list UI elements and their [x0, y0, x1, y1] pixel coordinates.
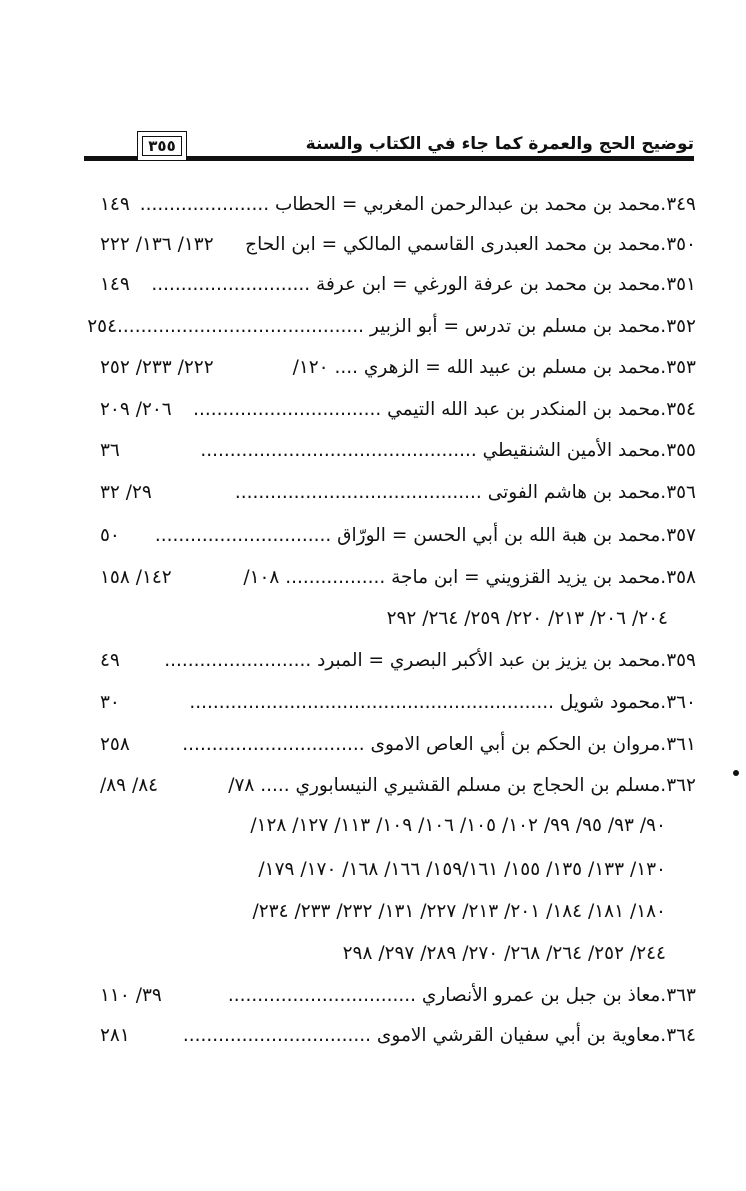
- entry-name: ٣٥٢.محمد بن مسلم بن تدرس = أبو الزبير ..........................................: [117, 315, 696, 337]
- index-entry: [100, 189, 696, 219]
- index-entry: [100, 229, 696, 259]
- entry-pages-continued: [100, 896, 666, 926]
- entry-pages: ٢٨١: [100, 1024, 130, 1046]
- entry-pages: ١٤٩: [100, 193, 130, 215]
- entry-pages: ٤٩: [100, 649, 120, 671]
- entry-pages: ١٤٩: [100, 273, 130, 295]
- entry-name: ٣٥٣.محمد بن مسلم بن عبيد الله = الزهري .... ١٢٠/: [292, 356, 696, 378]
- entry-pages-continued-text: ١٣٠/ ١٣٣/ ١٣٥/ ١٥٥/ ١٥٩/١٦١/ ١٦٦/ ١٦٨/ ١٧٠/ ١٧٩/: [258, 858, 666, 880]
- entry-name: ٣٥١.محمد بن محمد بن عرفة الورغي = ابن عرفة ...........................: [151, 273, 696, 295]
- index-entry: [100, 520, 696, 550]
- entry-name: ٣٥٨.محمد بن يزيد القزويني = ابن ماجة ................. ١٠٨/: [243, 566, 696, 588]
- entry-name: ٣٤٩.محمد بن محمد بن عبدالرحمن المغربي = الحطاب ......................: [139, 193, 696, 215]
- index-entry: [100, 980, 696, 1010]
- entry-pages: ٣٩/ ١١٠: [100, 984, 162, 1006]
- entry-pages: ٥٠: [100, 524, 120, 546]
- entry-pages: ٢٠٦/ ٢٠٩: [100, 398, 172, 420]
- index-entry: [100, 562, 696, 592]
- entry-name: ٣٥٦.محمد بن هاشم الفوتى ..........................................: [234, 481, 696, 503]
- index-entry: [100, 770, 696, 800]
- entry-pages: ٣٠: [100, 691, 120, 713]
- index-entry: [100, 1020, 696, 1050]
- index-entry: [100, 269, 696, 299]
- entry-pages: ٢٥٨: [100, 733, 130, 755]
- index-entry: [100, 352, 696, 382]
- entry-pages-continued: [100, 810, 666, 840]
- entry-pages-continued-text: ٢٤٤/ ٢٥٢/ ٢٦٤/ ٢٦٨/ ٢٧٠/ ٢٨٩/ ٢٩٧/ ٢٩٨: [342, 942, 666, 964]
- entry-pages-continued-text: ٩٠/ ٩٣/ ٩٥/ ٩٩/ ١٠٢/ ١٠٥/ ١٠٦/ ١٠٩/ ١١٣/ ١٢٧/ ١٢٨/: [250, 814, 666, 836]
- entry-pages-continued: [96, 603, 668, 633]
- entry-pages: ٨٤/ ٨٩/: [100, 774, 159, 796]
- entry-name: ٣٥٥.محمد الأمين الشنقيطي ...............................................: [200, 439, 696, 461]
- running-header-title: توضيح الحج والعمرة كما جاء في الكتاب والسنة: [305, 134, 694, 154]
- entry-pages: ٢٩/ ٣٢: [100, 481, 152, 503]
- entry-name: ٣٥٤.محمد بن المنكدر بن عبد الله التيمي ................................: [193, 398, 696, 420]
- entry-name: ٣٦٣.معاذ بن جبل بن عمرو الأنصاري ................................: [227, 984, 696, 1006]
- entry-name: ٣٦٠.محمود شويل ..............................................................: [189, 691, 696, 713]
- entry-name: ٣٥٧.محمد بن هبة الله بن أبي الحسن = الورّاق ..............................: [154, 524, 696, 546]
- entry-pages-continued-text: ١٨٠/ ١٨١/ ١٨٤/ ٢٠١/ ٢١٣/ ٢٢٧/ ١٣١/ ٢٣٢/ ٢٣٣/ ٢٣٤/: [252, 900, 666, 922]
- index-entry: [100, 477, 696, 507]
- entry-name: ٣٥٠.محمد بن محمد العبدرى القاسمي المالكي = ابن الحاج: [245, 233, 696, 255]
- index-entry: [87, 311, 696, 341]
- entry-pages: ٢٢٢/ ٢٣٣/ ٢٥٢: [100, 356, 214, 378]
- entry-pages-continued: [100, 854, 666, 884]
- index-entry: [100, 645, 696, 675]
- index-entry: [100, 394, 696, 424]
- entry-pages: ١٣٢/ ١٣٦/ ٢٢٢: [100, 233, 214, 255]
- entry-name: ٣٦٤.معاوية بن أبي سفيان القرشي الاموى ................................: [182, 1024, 696, 1046]
- entry-pages: ٣٦: [100, 439, 120, 461]
- margin-dot: [733, 770, 739, 776]
- entry-pages-continued: [100, 938, 666, 968]
- index-entry: [100, 687, 696, 717]
- entry-name: ٣٦١.مروان بن الحكم بن أبي العاص الاموى ...............................: [182, 733, 696, 755]
- entry-pages: ١٤٢/ ١٥٨: [100, 566, 172, 588]
- entry-pages-continued-text: ٢٠٤/ ٢٠٦/ ٢١٣/ ٢٢٠/ ٢٥٩/ ٢٦٤/ ٢٩٢: [386, 607, 668, 629]
- page-number: ٣٥٥: [142, 136, 182, 156]
- entry-pages: ٢٥٤: [87, 315, 118, 337]
- index-entry: [100, 435, 696, 465]
- entry-name: ٣٥٩.محمد بن يزيز بن عبد الأكبر البصري = المبرد .........................: [164, 649, 696, 671]
- entry-name: ٣٦٢.مسلم بن الحجاج بن مسلم القشيري النيسابوري ..... ٧٨/: [228, 774, 696, 796]
- index-entry: [100, 729, 696, 759]
